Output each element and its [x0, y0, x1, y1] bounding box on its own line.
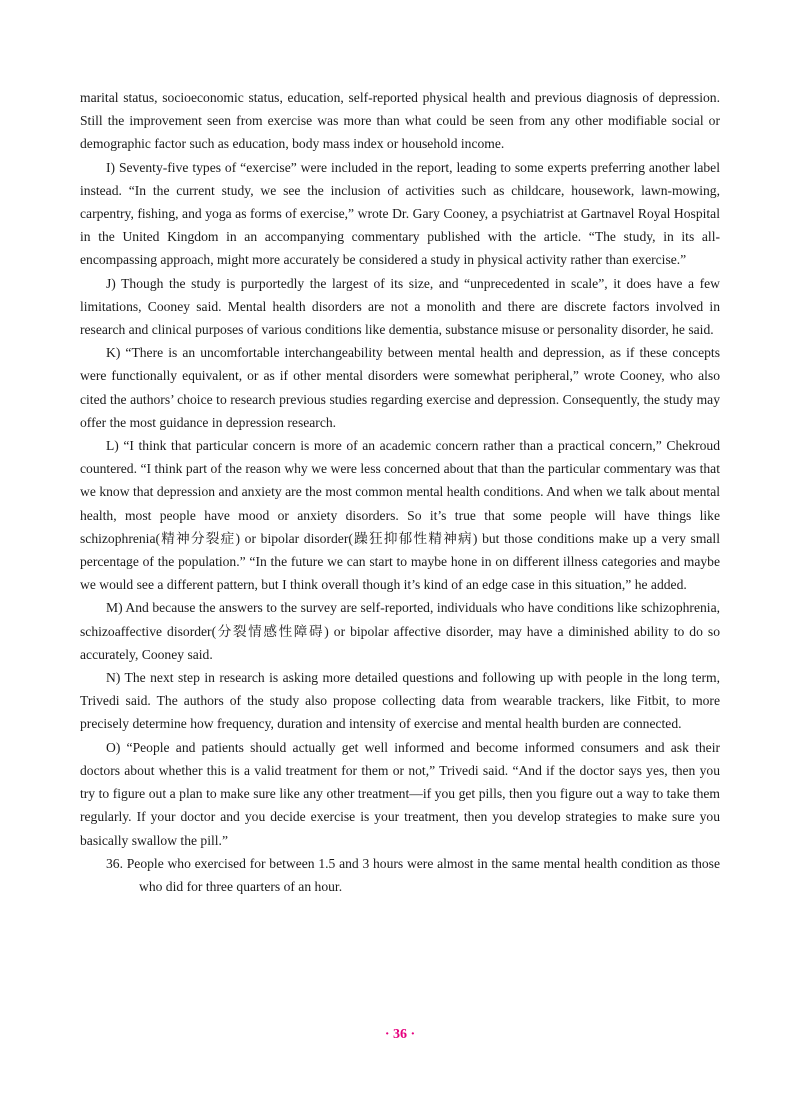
paragraph-j: J) Though the study is purportedly the largest of its size, and “unprecedented in scale”, it does have a few limitations, Cooney said. Mental health disorders are not a monolith and there are discrete factors involved in research and clinical purposes of various conditions like dementia, substance misuse or personality disorder, he said.: [80, 275, 720, 338]
paragraph-n: N) The next step in research is asking more detailed questions and following up with people in the long term, Trivedi said. The authors of the study also propose collecting data from wearable trackers, like Fitbit, to more precisely determine how frequency, duration and intensity of exercise and mental health burden are connected.: [80, 670, 720, 732]
paragraph-i: I) Seventy-five types of “exercise” were included in the report, leading to some experts preferring another label instead. “In the current study, we see the inclusion of activities such as childcare, housework, lawn-mowing, carpentry, fishing, and yoga as forms of exercise,” wrote Dr. Gary Cooney, a psychiatrist at Gartnavel Royal Hospital in the United Kingdom in an accompanying commentary published with the article. “The study, in its all-encompassing approach, might more accurately be considered a study in physical activity rather than exercise.”: [80, 159, 720, 268]
paragraph-continuation: marital status, socioeconomic status, education, self-reported physical health and previous diagnosis of depression. Still the improvement seen from exercise was more than what could be seen from any other modifiable social or demographic factor such as education, body mass index or household income.: [80, 90, 720, 152]
document-page: [80, 86, 720, 898]
paragraph-m: M) And because the answers to the survey are self-reported, individuals who have conditions like schizophrenia, schizoaffective disorder(分裂情感性障碍) or bipolar affective disorder, may have a diminished ability to do so accurately, Cooney said.: [80, 600, 720, 662]
paragraph-l: L) “I think that particular concern is more of an academic concern rather than a practical concern,” Chekroud countered. “I think part of the reason why we were less concerned about that than the particular commentary was that we know that depression and anxiety are the most common mental health conditions. And when we talk about mental health, most people have mood or anxiety disorders. So it’s true that some people will have things like schizophrenia(精神分裂症) or bipolar disorder(躁狂抑郁性精神病) but those conditions make up a very small percentage of the population.” “In the future we can start to maybe hone in on different illness categories and maybe we would see a different pattern, but I think overall though it’s kind of an edge case in this situation,” he added.: [80, 438, 720, 593]
question-36: 36. People who exercised for between 1.5 and 3 hours were almost in the same mental health condition as those who did for three quarters of an hour.: [106, 855, 720, 894]
page-number: · 36 ·: [384, 1027, 416, 1042]
paragraph-k: K) “There is an uncomfortable interchangeability between mental health and depression, as if these concepts were functionally equivalent, or as if other mental disorders were somewhat peripheral,” wrote Cooney, who also cited the authors’ choice to research previous studies regarding exercise and depression. Consequently, the study may offer the most guidance in depression research.: [80, 345, 720, 430]
paragraph-o: O) “People and patients should actually get well informed and become informed consumers and ask their doctors about whether this is a valid treatment for them or not,” Trivedi said. “And if the doctor says yes, then you try to figure out a plan to make sure like any other treatment—if you get pills, then you figure out a way to take them regularly. If your doctor and you decide exercise is your treatment, then you develop strategies to make sure you basically swallow the pill.”: [80, 739, 720, 848]
